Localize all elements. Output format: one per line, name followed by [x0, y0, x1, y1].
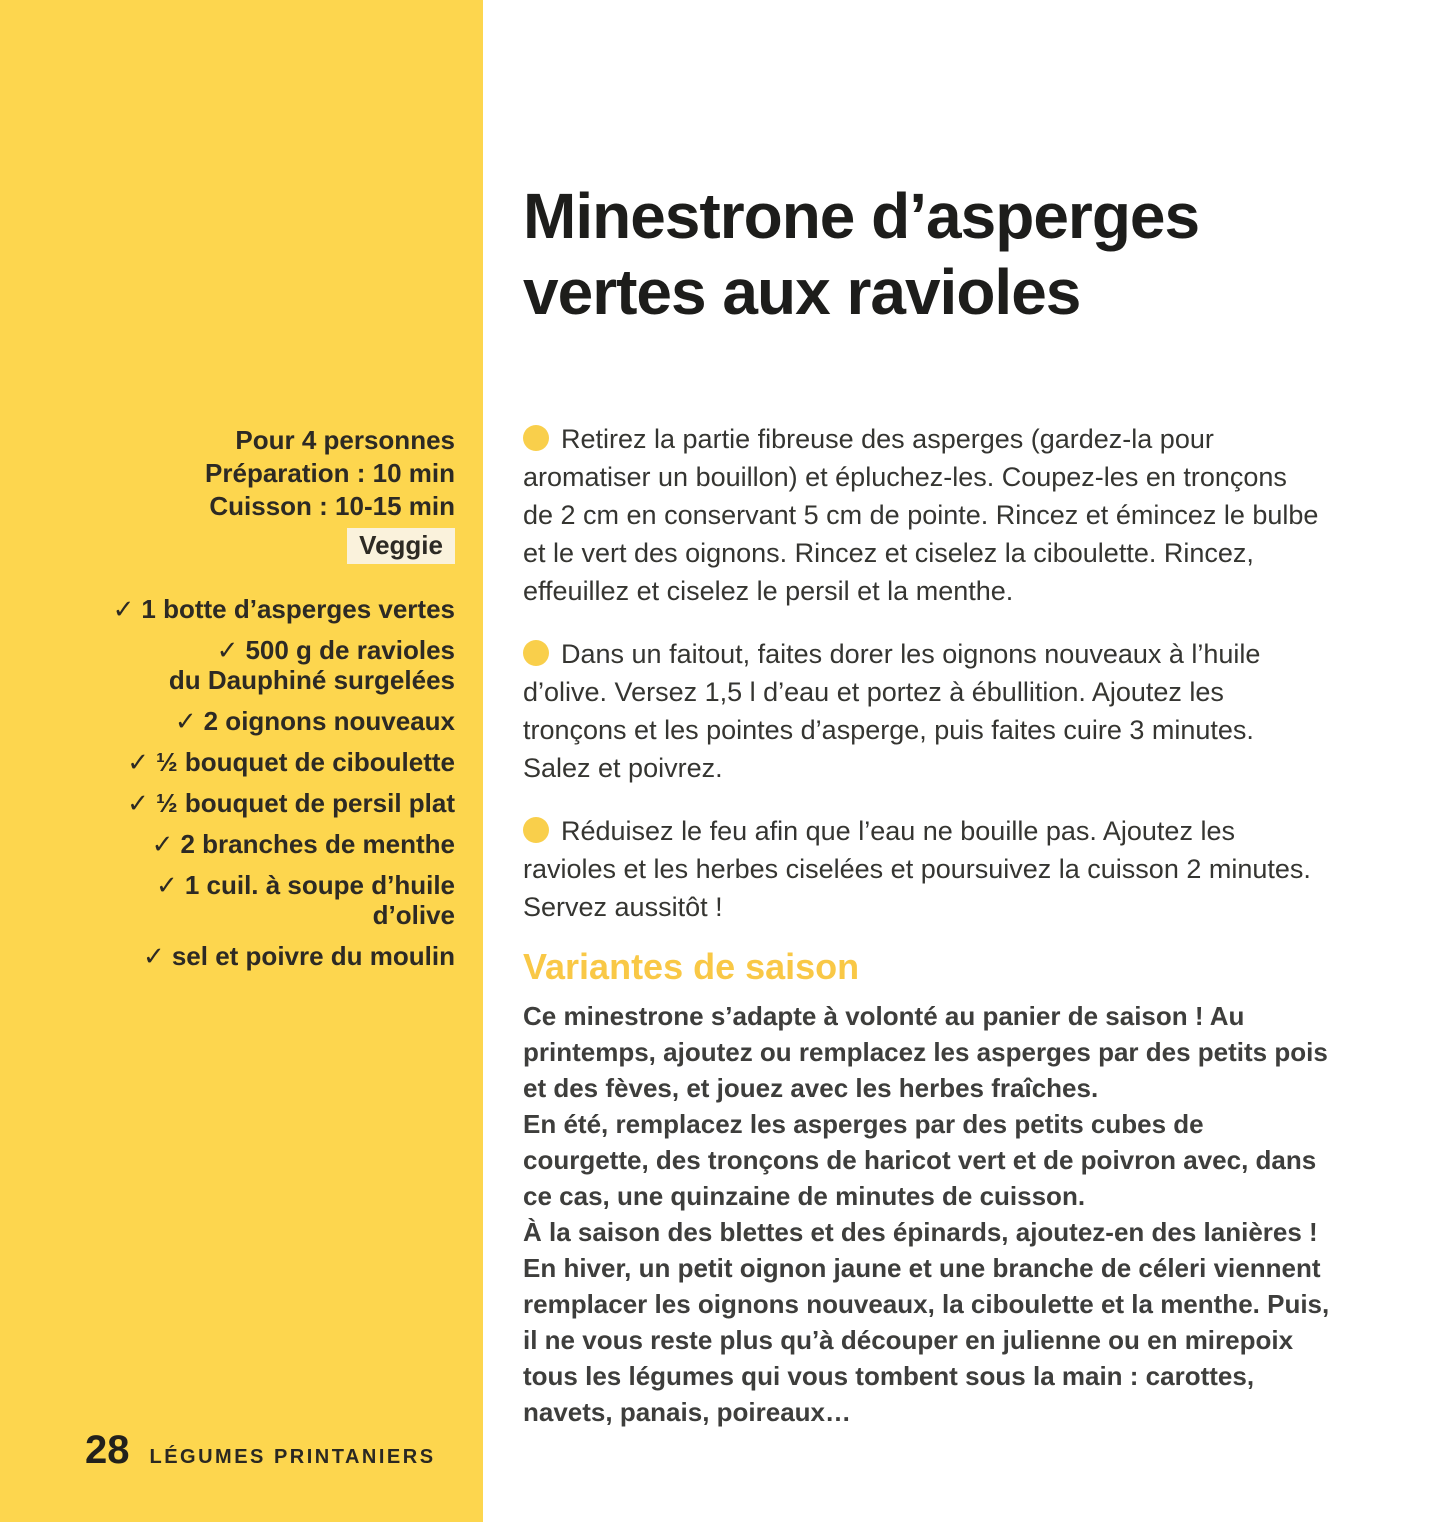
ingredient-text: 1 botte d’asperges vertes: [141, 594, 455, 624]
recipe-content: [523, 0, 1333, 1522]
step-text: Retirez la partie fibreuse des asperges (gardez-la pour aromatiser un bouillon) et épluchez-les. Coupez-les en tronçons de 2 cm en conservant 5 cm de pointe. Rincez et émincez le bulbe et le vert des oignons. Rincez et ciselez la ciboulette. Rincez, effeuillez et ciselez le persil et la menthe.: [523, 424, 1319, 606]
step-2: [523, 635, 1323, 787]
ingredient-text: ½ bouquet de ciboulette: [155, 747, 455, 777]
ingredient-text-wrap: du Dauphiné surgelées: [168, 665, 455, 695]
ingredient-item: [30, 747, 455, 777]
veggie-badge: Veggie: [347, 528, 455, 564]
check-icon: ✓: [127, 747, 149, 777]
badge-row: [0, 528, 455, 564]
check-icon: ✓: [156, 870, 178, 900]
ingredient-item: [30, 788, 455, 818]
variants-paragraph: À la saison des blettes et des épinards, ajoutez-en des lanières !: [523, 1217, 1318, 1247]
ingredient-item: [30, 706, 455, 736]
step-text: Réduisez le feu afin que l’eau ne bouille pas. Ajoutez les ravioles et les herbes ciselées et poursuivez la cuisson 2 minutes. Servez aussitôt !: [523, 816, 1311, 922]
check-icon: ✓: [174, 706, 197, 736]
page-number: 28: [85, 1428, 130, 1472]
prep-time-text: Préparation : 10 min: [205, 458, 455, 488]
step-bullet-icon: [523, 817, 549, 843]
page-footer: [85, 1428, 436, 1473]
servings-text: Pour 4 personnes: [235, 425, 455, 455]
ingredients-list: [0, 594, 483, 982]
title-line-2: vertes aux ravioles: [523, 256, 1081, 328]
step-3: [523, 812, 1323, 926]
steps-section: [523, 420, 1323, 951]
chapter-label: LÉGUMES PRINTANIERS: [149, 1446, 436, 1468]
ingredient-item: [30, 829, 455, 859]
check-icon: ✓: [143, 941, 165, 971]
step-bullet-icon: [523, 425, 549, 451]
recipe-meta: [0, 424, 483, 564]
recipe-title: [523, 178, 1333, 330]
ingredient-item: [30, 635, 455, 695]
check-icon: ✓: [112, 594, 135, 624]
season-variants-section: [523, 946, 1335, 1430]
step-1: [523, 420, 1323, 610]
title-line-1: Minestrone d’asperges: [523, 180, 1200, 252]
cook-time-text: Cuisson : 10-15 min: [209, 491, 455, 521]
step-bullet-icon: [523, 640, 549, 666]
variants-heading: Variantes de saison: [523, 946, 860, 987]
ingredient-item: [30, 594, 455, 624]
ingredient-text: ½ bouquet de persil plat: [155, 788, 455, 818]
ingredient-item: [30, 941, 455, 971]
check-icon: ✓: [151, 829, 174, 859]
step-text: Dans un faitout, faites dorer les oignons nouveaux à l’huile d’olive. Versez 1,5 l d’eau et portez à ébullition. Ajoutez les tronçons et les pointes d’asperge, puis faites cuire 3 minutes. Salez et poivrez.: [523, 639, 1261, 783]
check-icon: ✓: [127, 788, 149, 818]
variants-paragraph: Ce minestrone s’adapte à volonté au panier de saison ! Au printemps, ajoutez ou remplacez les asperges par des petits pois et des fèves, et jouez avec les herbes fraîches.: [523, 1001, 1328, 1103]
ingredient-text: 1 cuil. à soupe d’huile: [184, 870, 455, 900]
ingredient-text: 2 oignons nouveaux: [203, 706, 455, 736]
ingredient-item: [30, 870, 455, 930]
sidebar: [0, 0, 483, 1522]
check-icon: ✓: [216, 635, 239, 665]
variants-paragraph: En hiver, un petit oignon jaune et une branche de céleri viennent remplacer les oignons nouveaux, la ciboulette et la menthe. Puis, il ne vous reste plus qu’à découper en julienne ou en mirepoix tous les légumes qui vous tombent sous la main : carottes, navets, panais, poireaux…: [523, 1253, 1330, 1427]
ingredient-text: 500 g de ravioles: [245, 635, 455, 665]
variants-paragraph: En été, remplacez les asperges par des petits cubes de courgette, des tronçons de haricot vert et de poivron avec, dans ce cas, une quinzaine de minutes de cuisson.: [523, 1109, 1317, 1211]
ingredient-text: 2 branches de menthe: [180, 829, 455, 859]
ingredient-text-wrap: d’olive: [372, 900, 455, 930]
ingredient-text: sel et poivre du moulin: [171, 941, 455, 971]
